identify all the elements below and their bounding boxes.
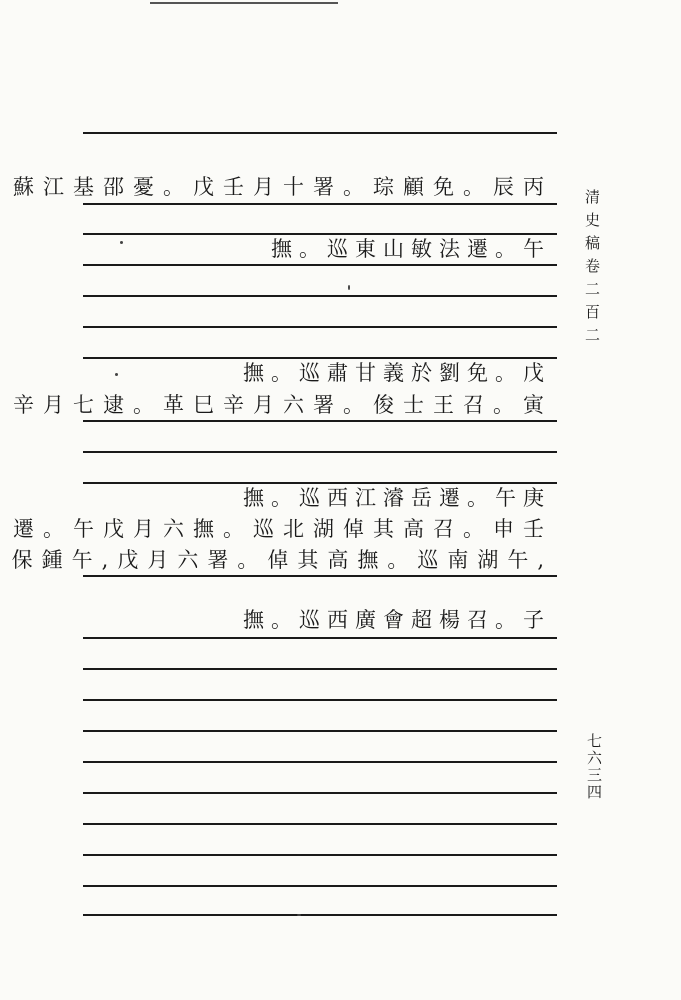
table-rule bbox=[83, 132, 557, 134]
table-row bbox=[11, 544, 557, 576]
table-rule bbox=[83, 792, 557, 794]
table-row bbox=[13, 513, 557, 545]
table-row bbox=[83, 604, 557, 636]
table-rule bbox=[83, 451, 557, 453]
row-text: 辛月七逮。革巳辛月六署。俊士王召。寅 bbox=[13, 393, 553, 417]
table-rule bbox=[83, 295, 557, 297]
row-text: 撫。巡東山敏法遷。午 bbox=[271, 237, 551, 261]
table-rule bbox=[83, 885, 557, 887]
table-rule bbox=[83, 823, 557, 825]
table-rule bbox=[83, 761, 557, 763]
table-row bbox=[13, 171, 557, 203]
row-text: 保鍾午,戊月六署。倬其高撫。巡南湖午, bbox=[11, 548, 553, 572]
scan-speck bbox=[120, 241, 123, 244]
table-rule bbox=[83, 637, 557, 639]
table-rule bbox=[83, 699, 557, 701]
table-row bbox=[13, 389, 557, 421]
table-row bbox=[83, 233, 557, 265]
row-text: 撫。巡肅甘義於劉免。戊 bbox=[243, 361, 551, 385]
scan-speck bbox=[297, 914, 301, 916]
row-text: 撫。巡西江濬岳遷。午庚 bbox=[243, 486, 551, 510]
table-rule bbox=[83, 203, 557, 205]
row-text: 蘇江基邵憂。戊壬月十署。琮顧免。辰丙 bbox=[13, 175, 553, 199]
table-row bbox=[83, 357, 557, 389]
page-number: 七六三四 bbox=[585, 733, 603, 801]
margin-title: 清史稿卷二百二 bbox=[583, 189, 601, 350]
table-rule bbox=[83, 668, 557, 670]
scan-speck bbox=[115, 373, 118, 376]
row-text: 撫。巡西廣會超楊召。子 bbox=[243, 608, 551, 632]
table-rule bbox=[83, 854, 557, 856]
table-rule bbox=[83, 730, 557, 732]
table-rule bbox=[83, 326, 557, 328]
table-row bbox=[83, 482, 557, 514]
scan-speck bbox=[348, 285, 350, 290]
table-rule bbox=[83, 914, 557, 916]
row-text: 遷。午戊月六撫。巡北湖倬其高召。申壬 bbox=[13, 517, 553, 541]
top-edge-line bbox=[150, 2, 338, 4]
